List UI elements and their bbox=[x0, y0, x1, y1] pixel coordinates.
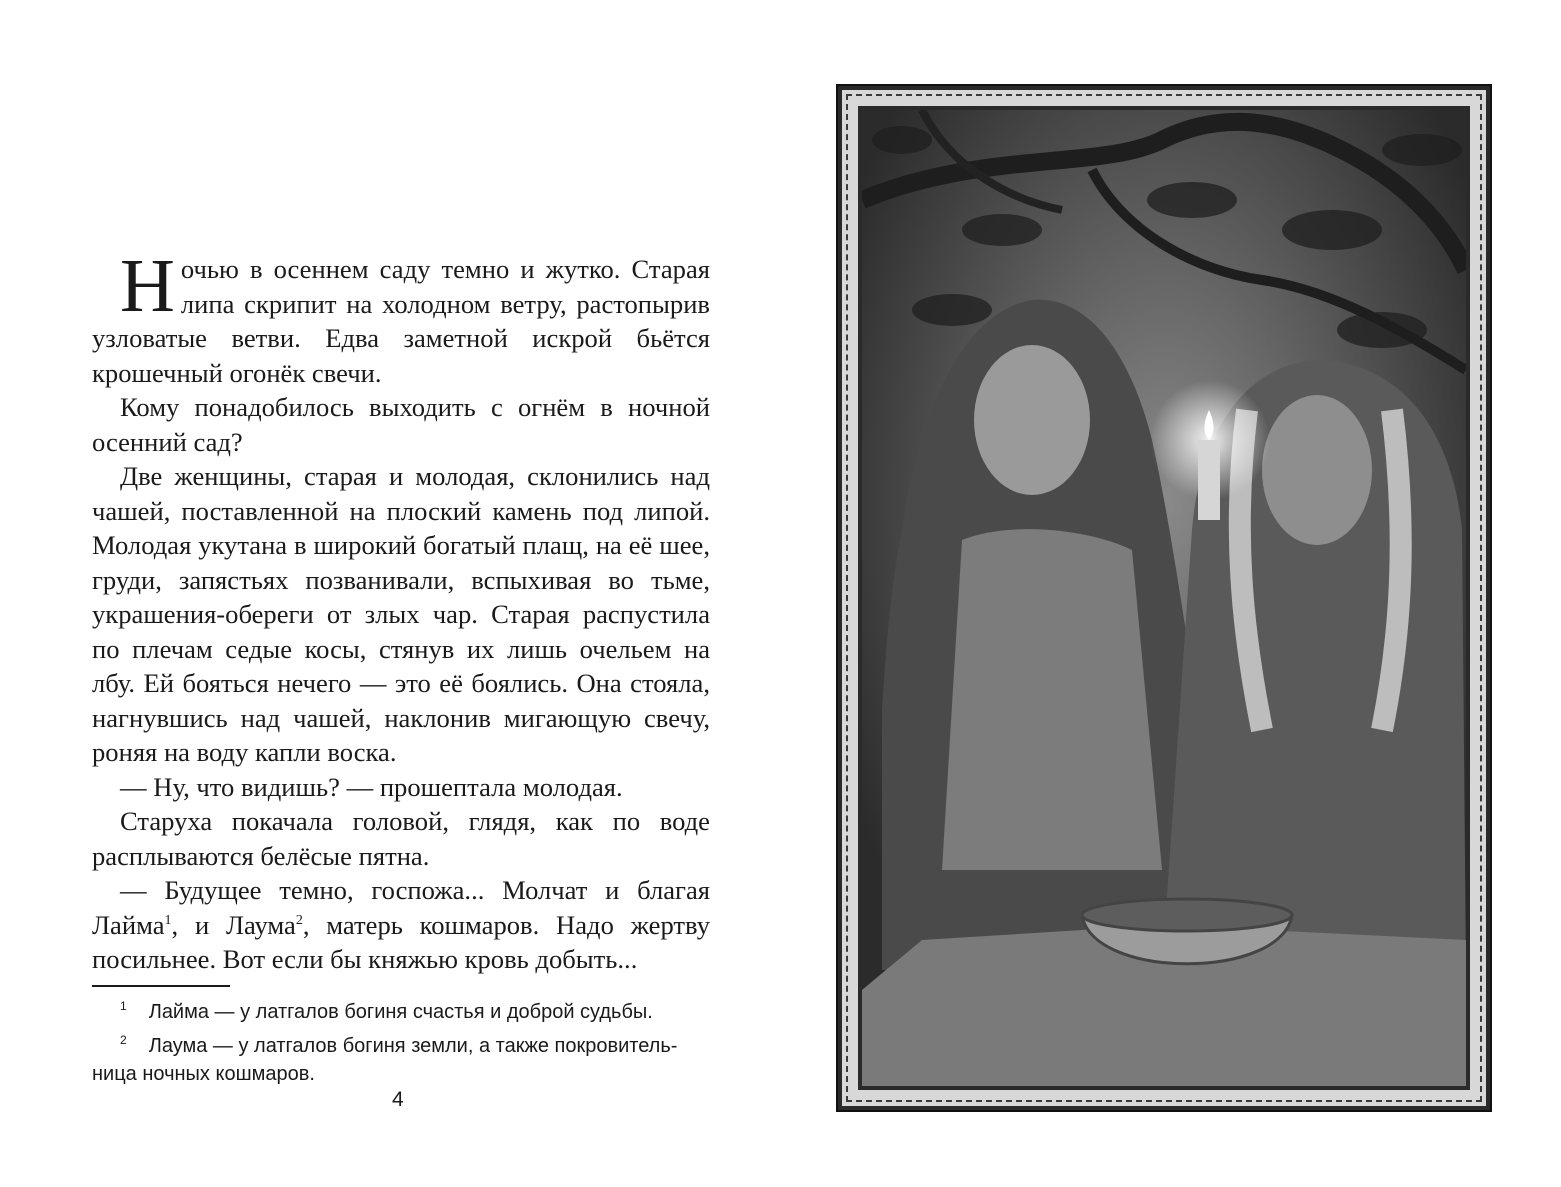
paragraph-2: Кому понадобилось выходить с огнём в ночной осенний сад? bbox=[92, 392, 710, 457]
footnote-2 bbox=[92, 1026, 710, 1060]
paragraph-6-part-a: — Будущее темно, госпожа... Молчат и благая Лайма bbox=[92, 875, 710, 940]
footnotes bbox=[92, 992, 710, 1088]
paragraph-5: Старуха покачала головой, глядя, как по воде расплываются белёсые пятна. bbox=[92, 806, 710, 871]
footnote-2-text: Лаума — у латгалов богиня земли, а также покровитель- bbox=[148, 1035, 678, 1057]
illustration bbox=[862, 110, 1466, 1086]
footnote-2-number: 2 bbox=[120, 1033, 127, 1047]
illustration-frame bbox=[836, 84, 1492, 1112]
footnote-divider bbox=[92, 985, 230, 987]
footnote-1-number: 1 bbox=[120, 999, 127, 1013]
drop-cap: Н bbox=[120, 244, 175, 328]
footnote-ref-1: 1 bbox=[164, 912, 172, 928]
body-text bbox=[92, 244, 710, 977]
footnote-ref-2: 2 bbox=[295, 912, 303, 928]
young-woman-dress bbox=[942, 529, 1162, 870]
paragraph-6 bbox=[92, 873, 710, 977]
paragraph-6-part-b: , и Лаума bbox=[171, 909, 296, 940]
illustration-art bbox=[862, 110, 1466, 1086]
page-number: 4 bbox=[392, 1088, 404, 1111]
candle bbox=[1198, 440, 1220, 520]
right-page bbox=[780, 0, 1561, 1187]
footnote-1 bbox=[92, 992, 710, 1026]
paragraph-1 bbox=[92, 244, 710, 390]
bowl-water bbox=[1082, 899, 1292, 931]
paragraph-1-text: очью в осеннем саду темно и жутко. Старая липа скрипит на холодном ветру, растопырив узловатые ветви. Едва заметной искрой бьётся крошечный огонёк свечи. bbox=[92, 254, 710, 388]
paragraph-4: — Ну, что видишь? — прошептала молодая. bbox=[120, 771, 623, 802]
left-page bbox=[0, 0, 780, 1187]
paragraph-6-part-c: , матерь кошмаров. Надо жертву посильнее. Вот если бы княжью кровь добыть... bbox=[92, 909, 710, 974]
footnote-1-text: Лайма — у латгалов богиня счастья и доброй судьбы. bbox=[148, 1001, 653, 1023]
footnote-2-continuation: ница ночных кошмаров. bbox=[92, 1063, 315, 1085]
young-woman-face bbox=[974, 345, 1090, 495]
old-woman-face bbox=[1262, 395, 1372, 545]
paragraph-3: Две женщины, старая и молодая, склонились над чашей, поставленной на плоский камень под липой. Молодая укутана в широкий богатый плащ, на её шее, груди, запястьях позванивали, вспыхивая во тьме, украшения-обереги от злых чар. Старая распустила по плечам седые косы, стянув их лишь очельем на лбу. Ей бояться нечего — это её боялись. Она стояла, нагнувшись над чашей, наклонив мигающую свечу, роняя на воду капли воска. bbox=[92, 461, 710, 767]
